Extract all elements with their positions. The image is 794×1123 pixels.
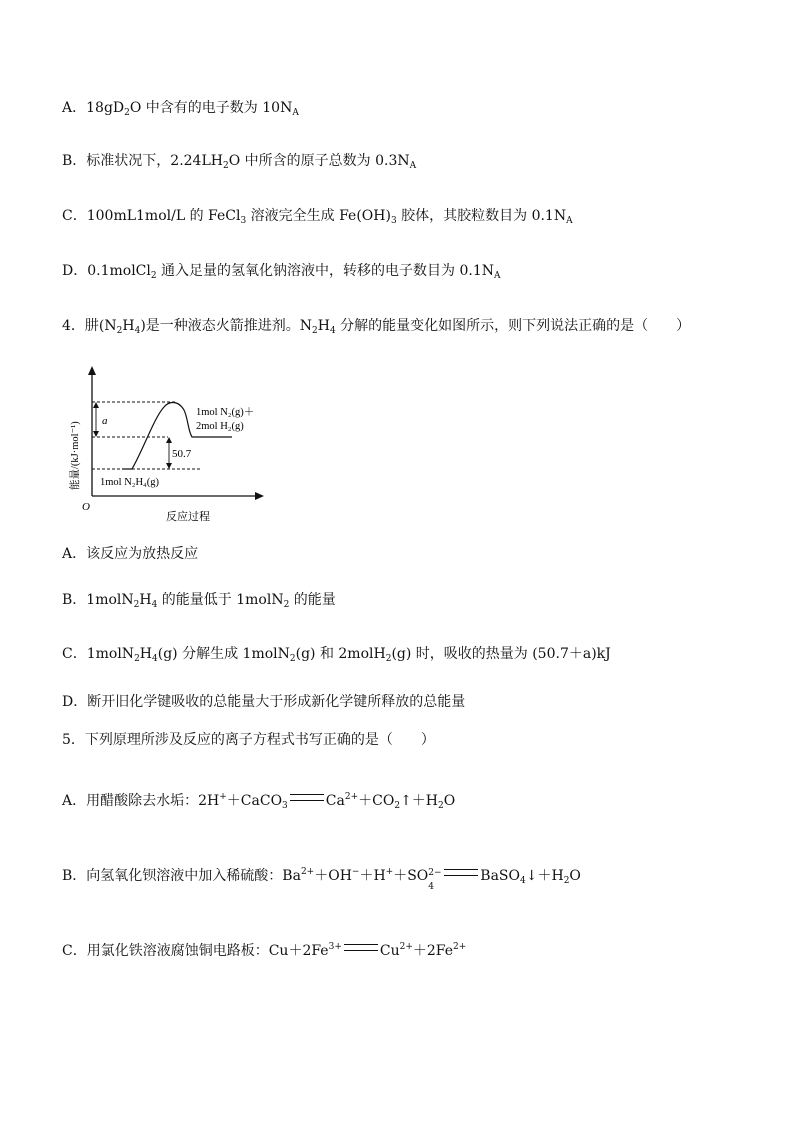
equals-sign: [290, 794, 324, 801]
product-label-2: 2mol H₂(g): [196, 421, 244, 432]
x-axis-label: 反应过程: [166, 511, 210, 523]
option-5b: B．向氢氧化钡溶液中加入稀硫酸：$Ba^{2+}+OH^-+H^++SO$ 2− 4 $BaSO_4↓+H_2O$: [62, 867, 581, 892]
option-4a: A．该反应为放热反应: [62, 546, 199, 562]
option-3c: C．100mL1mol/L 的 FeCl$_3$ 溶液完全生成 $Fe(OH)_3$ 胶体，其胶粒数目为 $0.1N_A$: [62, 208, 573, 226]
equals-sign: [444, 869, 478, 876]
option-5a: A．用醋酸除去水垢：2H+＋CaCO$_3$ $Ca^{2+}+CO_2↑+H_2O$: [62, 792, 456, 811]
option-5c: C．用氯化铁溶液腐蚀铜电路板：$Cu+2Fe^{3+}$ $Cu^{2+}+2Fe^{2+}$: [62, 942, 467, 959]
reactant-label: 1mol N₂H₄(g): [100, 477, 159, 488]
option-4c: C．$1molN_2H_4(g)$ 分解生成 1molN$_2$(g) 和 2molH$_2$(g) 时，吸收的热量为 (50.7＋a)kJ: [62, 646, 611, 664]
delta-label: 50.7: [172, 448, 192, 460]
x-axis-arrow: [255, 492, 264, 500]
product-label-1: 1mol N₂(g)＋: [196, 407, 255, 418]
equals-sign: [344, 944, 378, 951]
a-label: a: [102, 415, 108, 427]
y-axis-label: 能量/(kJ·mol⁻¹): [70, 421, 81, 490]
option-3a: A．$18gD_2O$ 中含有的电子数为 $10N_A$: [62, 100, 299, 118]
origin-label: O: [82, 501, 90, 513]
option-3d: D．0.1molCl$_2$ 通入足量的氢氧化钠溶液中，转移的电子数目为 $0.1N_A$: [62, 263, 501, 281]
option-4b: B．$1molN_2H_4$ 的能量低于 1molN$_2$ 的能量: [62, 592, 336, 610]
option-3b: B．标准状况下，$2.24LH_2O$ 中所含的原子总数为 $0.3N_A$: [62, 153, 417, 171]
question-4-stem: 4．肼$(N_2H_4)$是一种液态火箭推进剂。$N_2H_4$ 分解的能量变化如图所示，则下列说法正确的是（ ）: [62, 318, 691, 336]
energy-diagram: [60, 362, 280, 527]
option-4d: D．断开旧化学键吸收的总能量大于形成新化学键所释放的总能量: [62, 694, 466, 710]
question-5-stem: 5．下列原理所涉及反应的离子方程式书写正确的是（ ）: [62, 732, 435, 748]
y-axis-arrow: [88, 366, 96, 375]
